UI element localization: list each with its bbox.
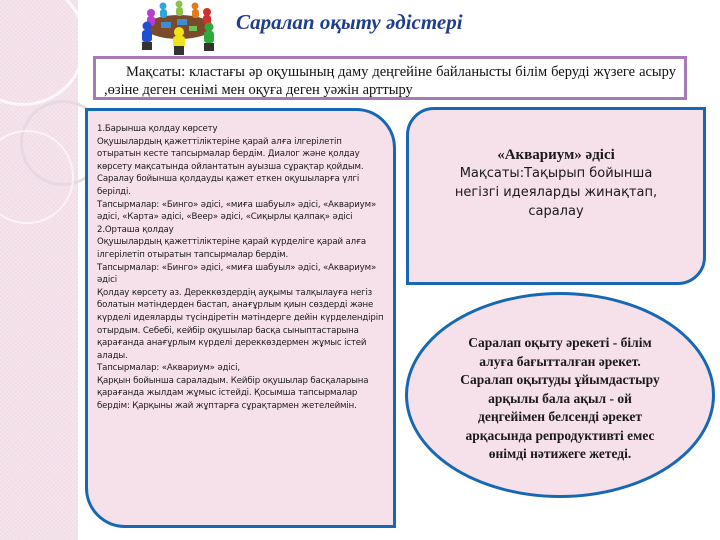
goal-text: Мақсаты: кластағы әр оқушының даму деңгейіне байланысты білім беруді жүзеге асыру ,өзіне деген сенімі мен оқуға деген уәжін арттыру	[104, 64, 676, 98]
definition-text: Саралап оқыту әрекеті - білім алуға бағытталған әрекет. Саралап оқытуды ұйымдастыру арқылы бала ақыл - ой деңгейімен белсенді әрекет арқасында репродуктивті емес өнімді нәтижеге жетеді.	[460, 335, 660, 462]
aquarium-method-goal: Мақсаты:Тақырып бойынша негізгі идеяларды жинақтап, саралау	[454, 166, 658, 219]
tasks-paragraph: Тапсырмалар: «Аквариум» әдісі,	[97, 363, 240, 374]
goal-box	[93, 56, 687, 100]
meeting-table-people-icon	[133, 0, 225, 55]
definition-ellipse	[405, 292, 715, 498]
decorative-ring	[0, 0, 86, 106]
support-paragraph: Қолдау көрсету аз. Дереккөздердің ауқымы талқылауға негіз болатын мәтіндерден бастап, анағұрлым қиын сөздерді және күрделі идеяларды түсіндіретін мәтіндерге дейін күрделендіріп отырдым. Себебі, кейбір оқушылар басқа сыныптастарына қарағанда анағұрлым күрделі дереккөздермен жұмыс істей алады.	[97, 287, 384, 361]
support-heading-1: 1.Барынша қолдау көрсету	[97, 124, 218, 134]
aquarium-method-box	[406, 107, 706, 285]
page-title: Саралап оқыту әдістері	[236, 10, 463, 34]
pace-paragraph: Қарқын бойынша сараладым. Кейбір оқушылар басқаларына қарағанда жылдам жұмыс істейді. Қосымша тапсырмалар бердім: Қарқыны жай жұптарға сұрақтармен жетелеймін.	[97, 375, 369, 412]
aquarium-method-title: «Аквариум» әдісі	[497, 147, 615, 163]
support-levels-box	[85, 108, 396, 528]
tasks-paragraph: Тапсырмалар: «Бинго» әдісі, «миға шабуыл» әдісі, «Аквариум» әдісі	[97, 262, 377, 286]
support-heading-2: 2.Орташа қолдау	[97, 224, 174, 235]
decorative-left-strip	[0, 0, 78, 540]
tasks-paragraph: Тапсырмалар: «Бинго» әдісі, «миға шабуыл» әдісі, «Аквариум» әдісі, «Карта» әдісі, «Веер» әдісі, «Сиқырлы қалпақ» әдісі	[97, 199, 377, 223]
support-paragraph: Оқушылардың қажеттіліктеріне қарай күрделіге қарай алға ілгерілетіп отыратын тапсырмалар бердім.	[97, 237, 366, 260]
support-paragraph: Оқушылардың қажеттіліктеріне қарай алға ілгерілетіп отыратын кесте тапсырмалар бердім. Диалог және қолдау көрсету мақсатында ойлантатын ауызша сұрақтар қойдым. Саралау бойынша қолдауды қажет еткен оқушыларға үлгі берілді.	[97, 136, 364, 197]
